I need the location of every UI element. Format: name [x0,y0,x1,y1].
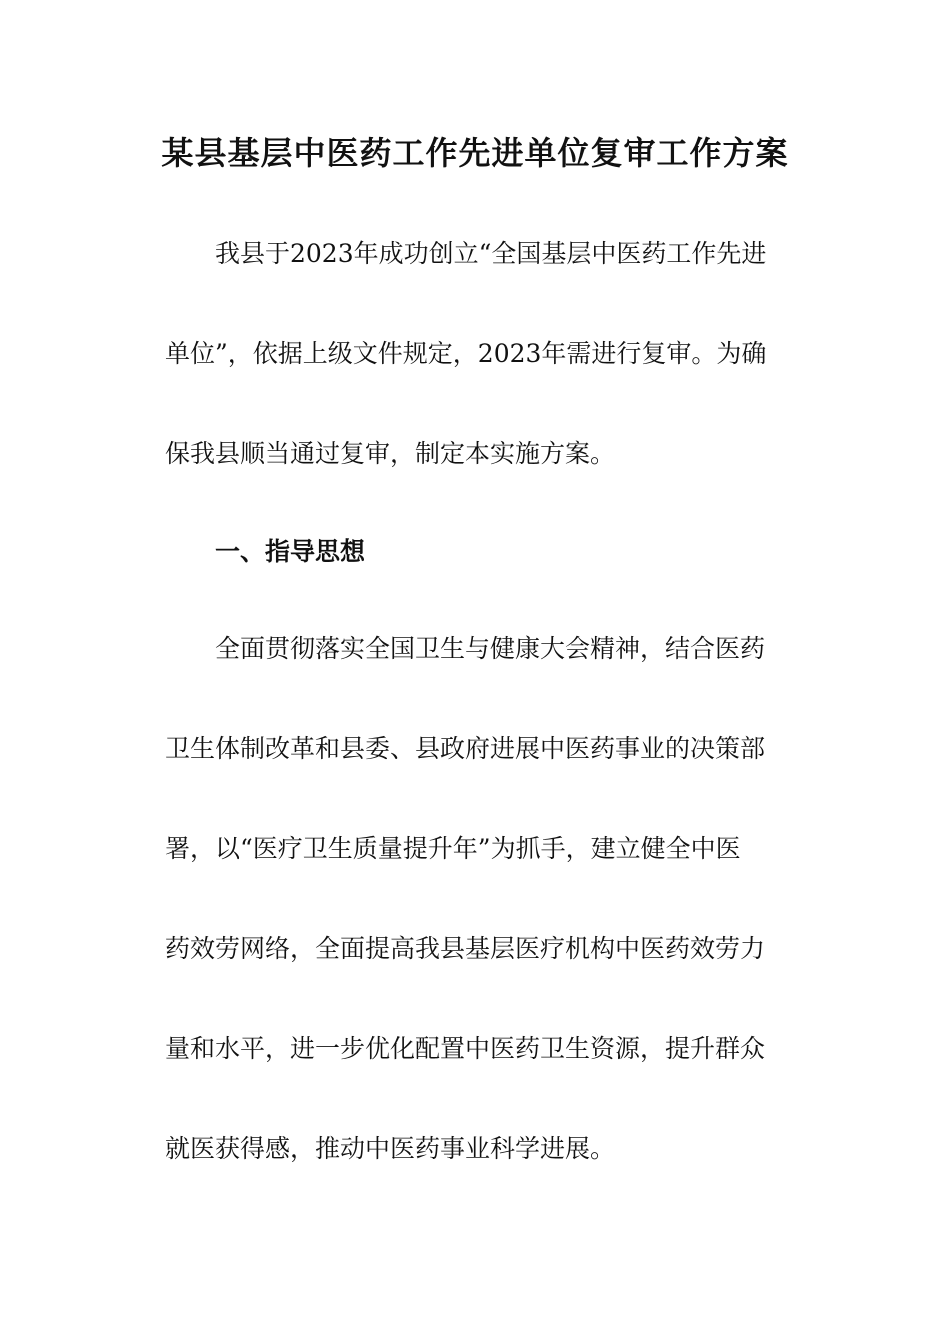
section-line-1: 全面贯彻落实全国卫生与健康大会精神，结合医药 [215,634,766,663]
intro-line-3: 保我县顺当通过复审，制定本实施方案。 [165,439,616,468]
section-line-3: 署，以“医疗卫生质量提升年”为抓手，建立健全中医 [165,834,741,863]
section-line-6: 就医获得感，推动中医药事业科学进展。 [165,1134,616,1163]
intro-line-1: 我县于2023年成功创立“全国基层中医药工作先进 [215,239,767,268]
section-line-5: 量和水平，进一步优化配置中医药卫生资源，提升群众 [165,1034,766,1063]
section-line-4: 药效劳网络，全面提高我县基层医疗机构中医药效劳力 [165,934,766,963]
section-line-2: 卫生体制改革和县委、县政府进展中医药事业的决策部 [165,734,766,763]
document-title: 某县基层中医药工作先进单位复审工作方案 [161,134,789,172]
intro-line-2: 单位”，依据上级文件规定，2023年需进行复审。为确 [165,339,767,368]
section-heading: 一、指导思想 [215,537,366,566]
